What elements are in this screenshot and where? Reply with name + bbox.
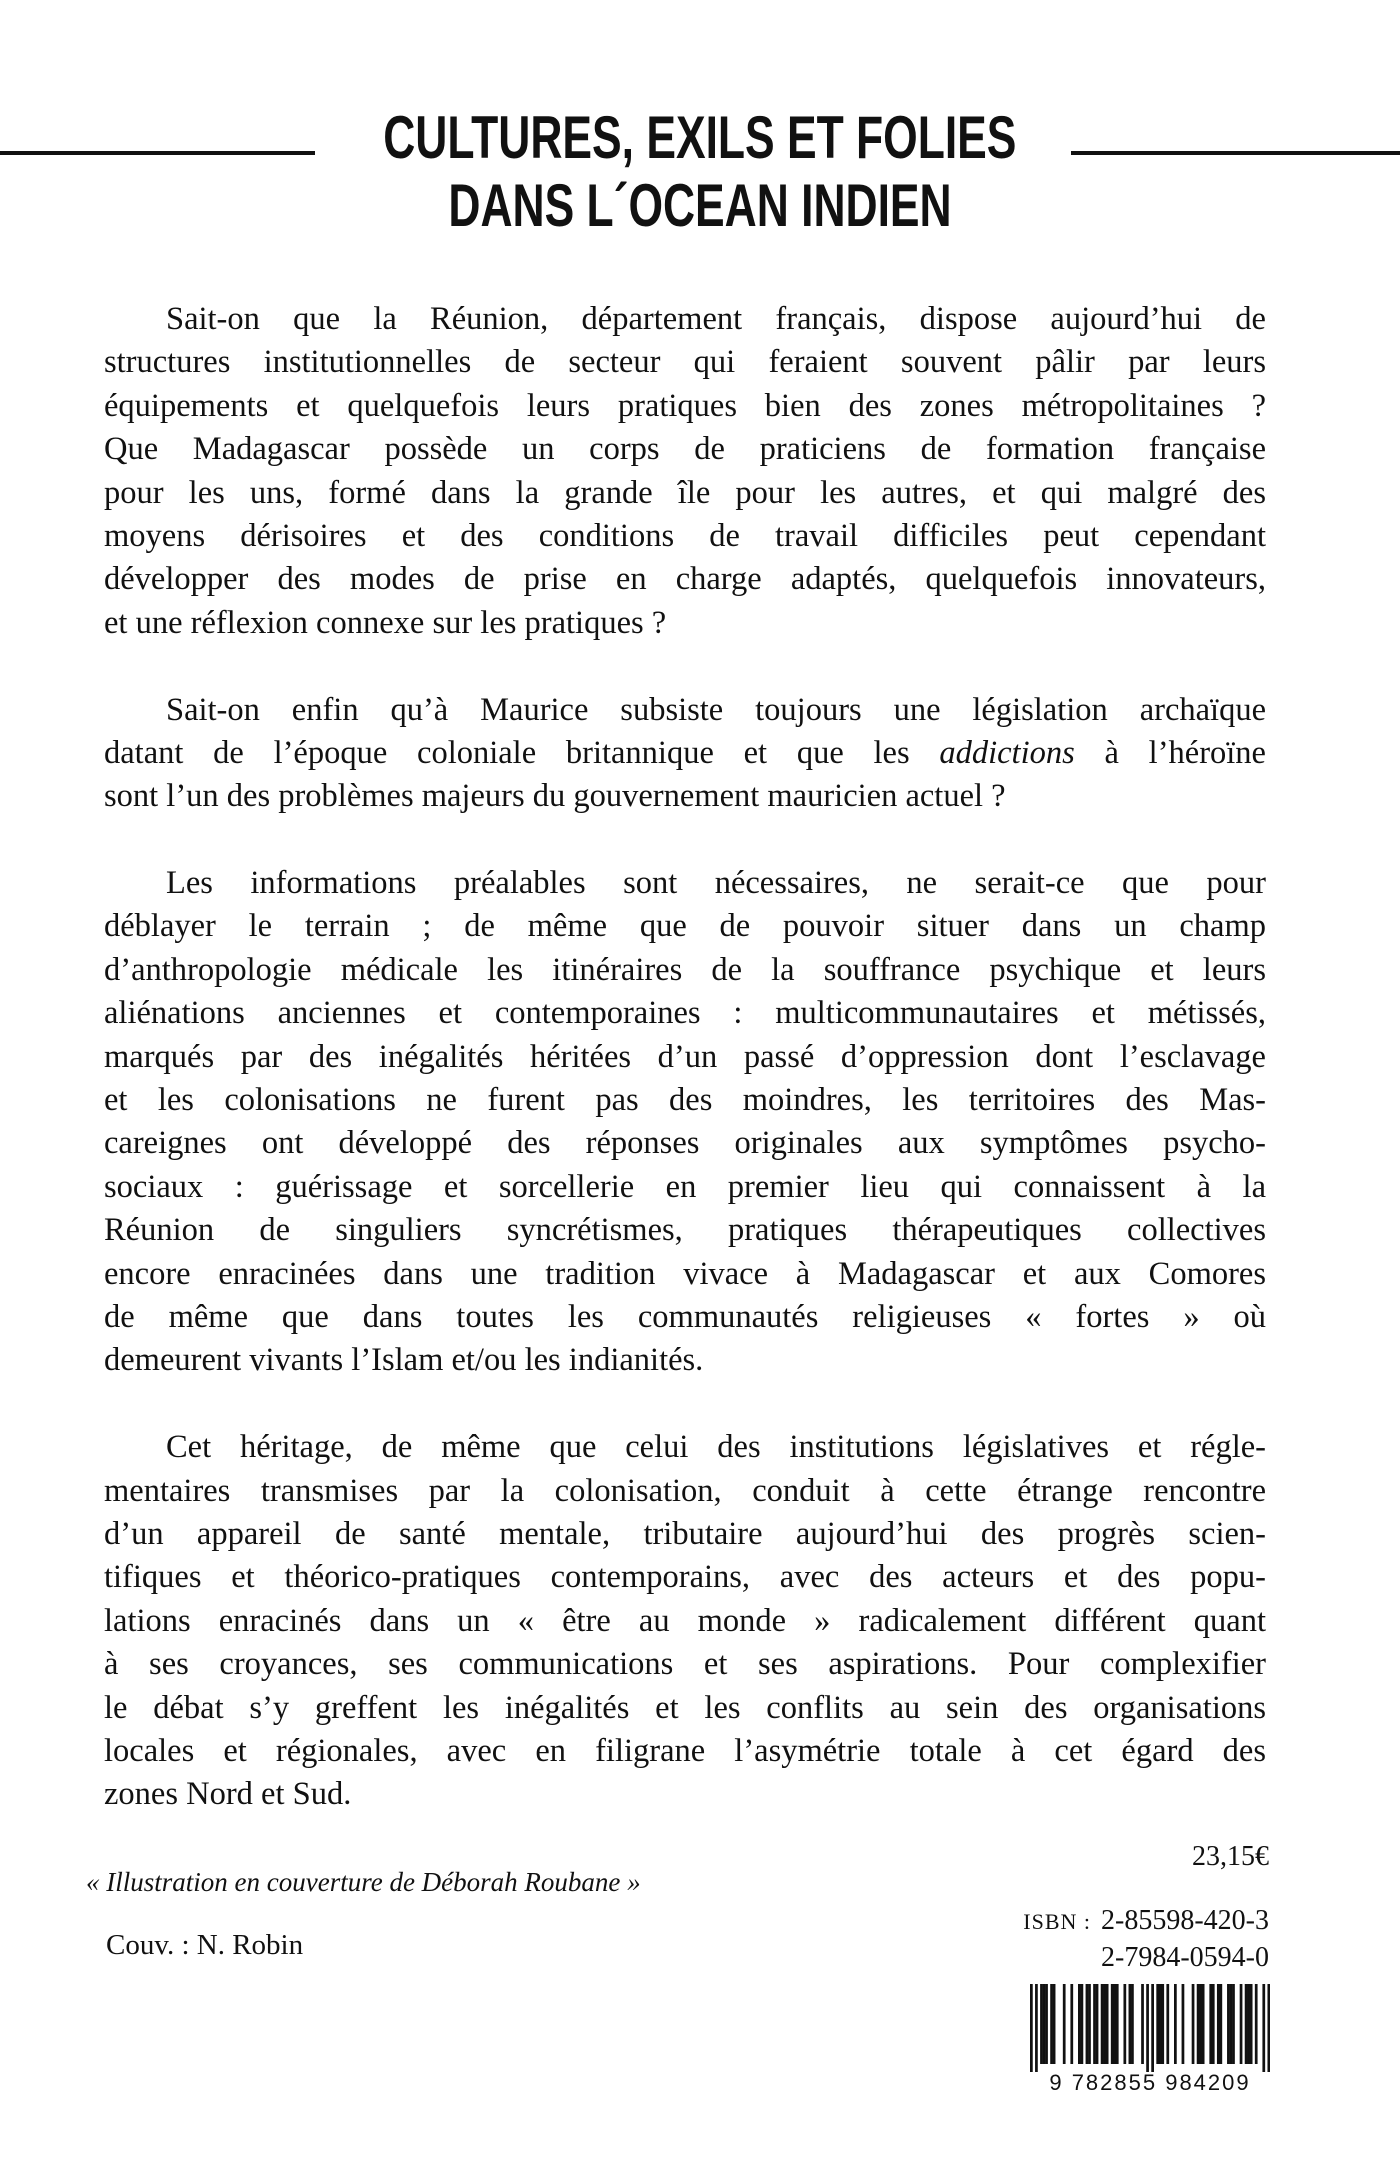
text-line: déblayer le terrain ; de même que de pouvoir situer dans un champ: [104, 908, 1266, 945]
text-line: structures institutionnelles de secteur qui feraient souvent pâlir par leurs: [104, 344, 1266, 381]
cover-credit: Couv. : N. Robin: [106, 1929, 304, 1961]
text-line: demeurent vivants l’Islam et/ou les indianités.: [104, 1342, 704, 1379]
title-text: CULTURES, EXILS ET FOLIES: [383, 104, 1017, 171]
barcode-bar: [1227, 1984, 1230, 2064]
title-text: DANS L´OCEAN INDIEN: [448, 172, 952, 239]
barcode-bar: [1070, 1984, 1073, 2064]
text-line: zones Nord et Sud.: [104, 1776, 352, 1813]
barcode-bar: [1096, 1984, 1099, 2064]
text-line: Les informations préalables sont nécessaires, ne serait-ce que pour: [166, 865, 1266, 902]
barcode-bar: [1262, 1984, 1265, 2072]
text-line: mentaires transmises par la colonisation, conduit à cette étrange rencontre: [104, 1472, 1266, 1509]
barcode-bar: [1050, 1984, 1053, 2064]
barcode-bar: [1182, 1984, 1185, 2064]
italic-term: addictions: [939, 734, 1075, 771]
text-line: lations enracinés dans un « être au monde » radicalement différent quant: [104, 1602, 1266, 1639]
barcode-bar: [1063, 1984, 1066, 2064]
barcode-bar: [1129, 1984, 1132, 2064]
barcode-bar: [1159, 1984, 1162, 2064]
text-line: équipements et quelquefois leurs pratiques bien des zones métropolitaines ?: [104, 387, 1266, 424]
barcode-bars: [1030, 1984, 1270, 2072]
barcode-bar: [1035, 1984, 1038, 2072]
text-line: encore enracinées dans une tradition vivace à Madagascar et aux Comores: [104, 1255, 1266, 1292]
text-line: à ses croyances, ses communications et ses aspirations. Pour complexifier: [104, 1646, 1266, 1683]
barcode-bar: [1040, 1984, 1043, 2064]
book-title-line2: [0, 172, 1400, 239]
barcode-bar: [1111, 1984, 1114, 2064]
text-line: d’anthropologie médicale les itinéraires de la souffrance psychique et leurs: [104, 951, 1266, 988]
text-line: aliénations anciennes et contemporaines : multicommunautaires et métissés,: [104, 995, 1266, 1032]
text-line: Sait-on que la Réunion, département français, dispose aujourd’hui de: [166, 301, 1266, 337]
paragraph: [104, 298, 1266, 645]
barcode-bar: [1255, 1984, 1258, 2064]
barcode-bar: [1116, 1984, 1119, 2064]
text-line: de même que dans toutes les communautés religieuses « fortes » où: [104, 1298, 1266, 1335]
isbn-label: ISBN :: [1023, 1909, 1092, 1934]
barcode-bar: [1043, 1984, 1046, 2064]
text-line: [104, 732, 1266, 775]
barcode-bar: [1156, 1984, 1159, 2064]
barcode-bar: [1197, 1984, 1200, 2064]
barcode-bar: [1030, 1984, 1033, 2072]
barcode-bar: [1141, 1984, 1144, 2064]
text-line: Que Madagascar possède un corps de praticiens de formation française: [104, 431, 1266, 468]
isbn-primary: [1023, 1903, 1269, 1940]
barcode-bar: [1086, 1984, 1089, 2064]
text-line: pour les uns, formé dans la grande île pour les autres, et qui malgré des: [104, 474, 1266, 511]
text-line: Réunion de singuliers syncrétismes, pratiques thérapeutiques collectives: [104, 1212, 1266, 1249]
text-line: marqués par des inégalités héritées d’un passé d’oppression dont l’esclavage: [104, 1038, 1266, 1075]
barcode-bar: [1219, 1984, 1222, 2064]
barcode-bar: [1166, 1984, 1169, 2064]
barcode-bar: [1202, 1984, 1205, 2064]
paragraph: [104, 862, 1266, 1383]
text-line: et les colonisations ne furent pas des moindres, les territoires des Mas-: [104, 1082, 1266, 1119]
barcode-bar: [1101, 1984, 1104, 2064]
text-line: Sait-on enfin qu’à Maurice subsiste toujours une législation archaïque: [166, 691, 1266, 728]
barcode-bar: [1146, 1984, 1149, 2072]
barcode-bar: [1045, 1984, 1048, 2064]
price: 23,15€: [1192, 1841, 1269, 1872]
text-line: d’un appareil de santé mentale, tributaire aujourd’hui des progrès scien-: [104, 1515, 1266, 1552]
barcode-bar: [1232, 1984, 1235, 2064]
text-segment: datant de l’époque coloniale britannique et que les: [104, 734, 940, 771]
barcode-bar: [1217, 1984, 1220, 2064]
barcode-bar: [1106, 1984, 1109, 2064]
barcode-bar: [1192, 1984, 1195, 2064]
barcode-bar: [1174, 1984, 1177, 2064]
barcode-bar: [1151, 1984, 1154, 2072]
text-line: tifiques et théorico-pratiques contemporains, avec des acteurs et des popu-: [104, 1559, 1266, 1596]
barcode-bar: [1088, 1984, 1091, 2064]
text-segment: à l’héroïne: [1074, 734, 1266, 771]
book-title-line1: [0, 104, 1400, 171]
barcode-bar: [1245, 1984, 1248, 2064]
barcode-bar: [1240, 1984, 1243, 2064]
text-line: moyens dérisoires et des conditions de travail difficiles peut cependant: [104, 517, 1266, 554]
paragraph: [104, 1426, 1266, 1817]
barcode-bar: [1247, 1984, 1250, 2064]
barcode-bar: [1199, 1984, 1202, 2064]
barcode-bar: [1131, 1984, 1134, 2064]
text-line: careignes ont développé des réponses originales aux symptômes psycho-: [104, 1125, 1266, 1162]
text-line: Cet héritage, de même que celui des institutions législatives et régle-: [166, 1429, 1266, 1466]
isbn-secondary: 2-7984-0594-0: [1101, 1942, 1269, 1973]
barcode-bar: [1103, 1984, 1106, 2064]
barcode-bar: [1123, 1984, 1126, 2064]
barcode-bar: [1081, 1984, 1084, 2064]
text-line: développer des modes de prise en charge adaptés, quelquefois innovateurs,: [104, 561, 1266, 598]
barcode-bar: [1161, 1984, 1164, 2064]
barcode-bar: [1053, 1984, 1056, 2064]
barcode-digits: 9 782855 984209: [1049, 2070, 1251, 2095]
text-line: locales et régionales, avec en filigrane l’asymétrie totale à cet égard des: [104, 1732, 1266, 1769]
illustration-credit: « Illustration en couverture de Déborah Roubane »: [86, 1867, 641, 1897]
paragraph: [104, 689, 1266, 819]
text-line: le débat s’y greffent les inégalités et les conflits au sein des organisations: [104, 1689, 1266, 1726]
isbn-value: 2-85598-420-3: [1101, 1905, 1269, 1936]
ean-barcode: [1030, 1984, 1270, 2096]
text-line: sont l’un des problèmes majeurs du gouvernement mauricien actuel ?: [104, 778, 1006, 815]
barcode-bar: [1250, 1984, 1253, 2064]
text-line: et une réflexion connexe sur les pratiques ?: [104, 604, 667, 641]
barcode-bar: [1209, 1984, 1212, 2064]
text-line: sociaux : guérissage et sorcellerie en premier lieu qui connaissent à la: [104, 1168, 1266, 1205]
barcode-bar: [1093, 1984, 1096, 2064]
barcode-bar: [1267, 1984, 1270, 2072]
back-cover-blurb: [104, 298, 1266, 1860]
barcode-bar: [1230, 1984, 1233, 2064]
barcode-bar: [1212, 1984, 1215, 2064]
barcode-bar: [1078, 1984, 1081, 2064]
barcode-bar: [1113, 1984, 1116, 2064]
isbn-block: [1023, 1903, 1269, 1976]
